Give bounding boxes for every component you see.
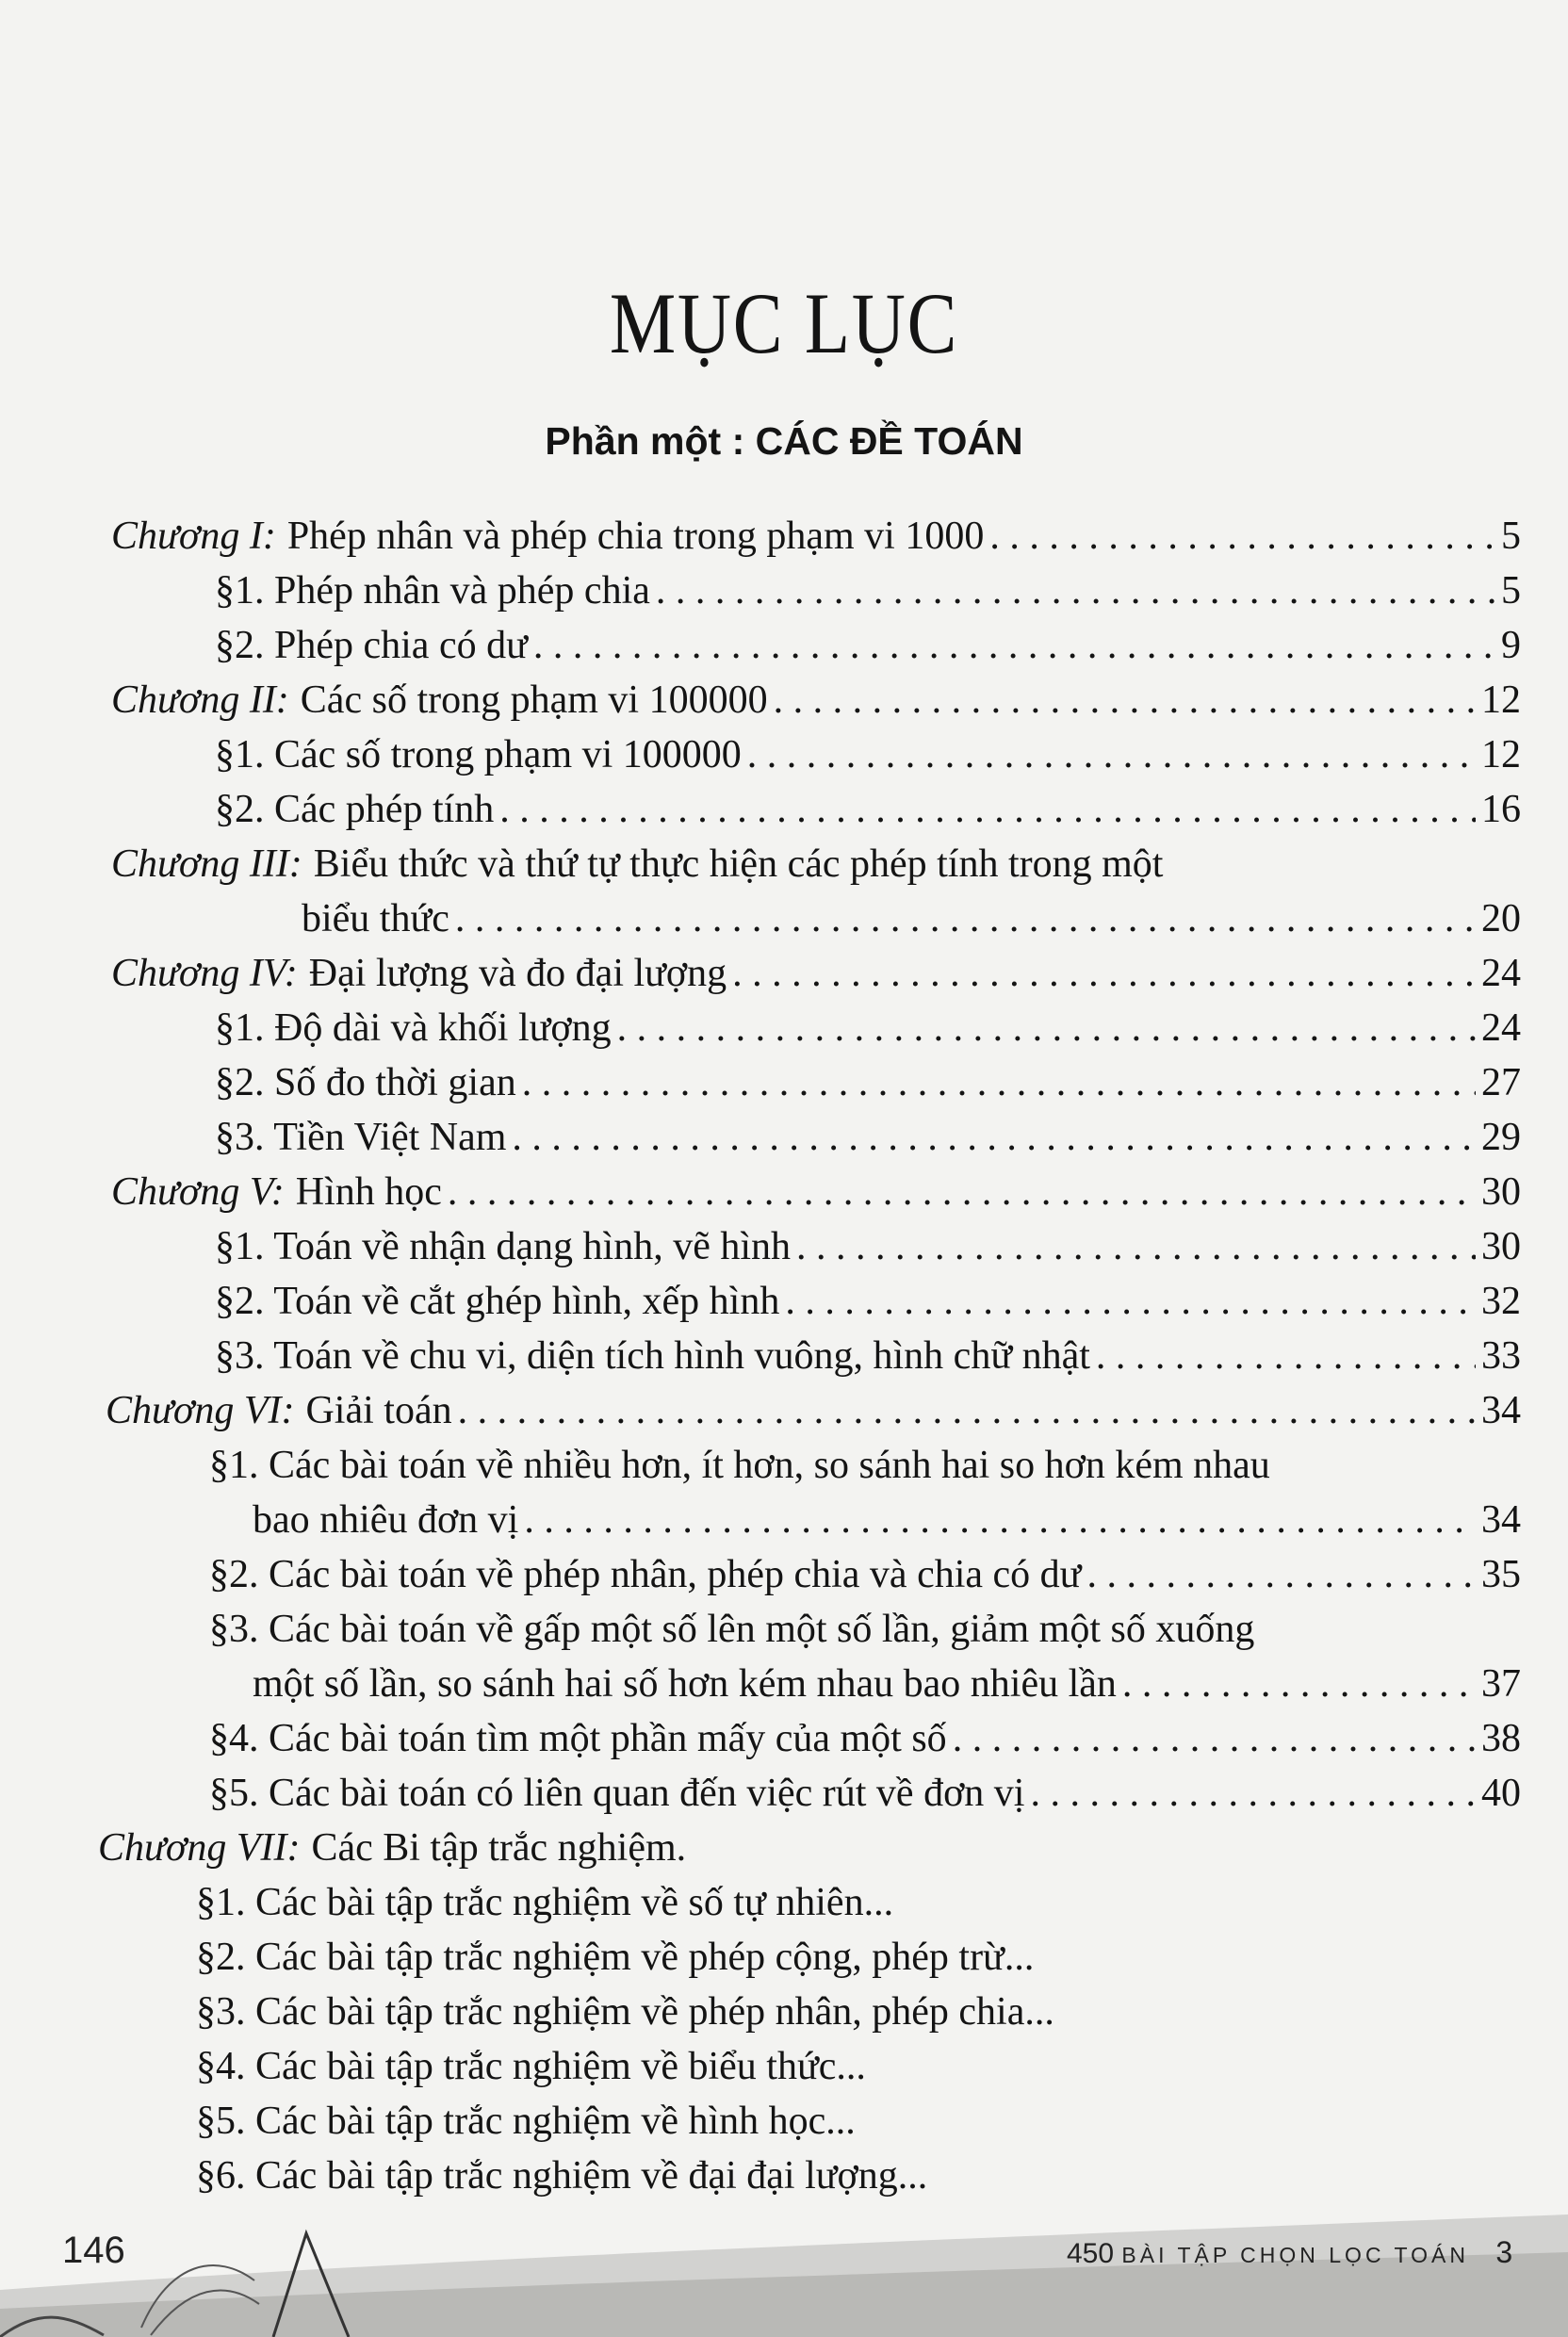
toc-leader-dots (448, 1172, 1476, 1212)
toc-leader-dots (499, 790, 1476, 829)
toc-page-number: 27 (1481, 1061, 1521, 1104)
book-brand (1067, 2235, 1512, 2270)
toc-entry-text: §3. Các bài tập trắc nghiệm về phép nhân, phép chia... (196, 1990, 1054, 2034)
toc-leader-dots (455, 899, 1476, 939)
toc-entry (302, 899, 1521, 939)
toc-entry (253, 1500, 1521, 1540)
toc-chapter-label: Chương II: (111, 678, 289, 722)
toc-entry (215, 1227, 1521, 1267)
toc-entry (106, 1391, 1521, 1430)
toc-chapter-label: Chương VI: (106, 1389, 295, 1432)
toc-entry (111, 954, 1521, 993)
toc-leader-dots (1086, 1555, 1476, 1594)
toc-entry (209, 1446, 1270, 1485)
toc-leader-dots (989, 516, 1495, 556)
toc-entry (196, 2047, 866, 2086)
toc-entry-text: bao nhiêu đơn vị (253, 1498, 519, 1542)
toc-entry-text: §3. Toán về chu vi, diện tích hình vuông, hình chữ nhật (215, 1334, 1090, 1378)
toc-page-number: 24 (1481, 1006, 1521, 1050)
toc-page-number: 35 (1481, 1553, 1521, 1596)
toc-chapter-label: Chương V: (111, 1170, 285, 1214)
toc-entry (209, 1773, 1521, 1813)
toc-leader-dots (796, 1227, 1476, 1267)
toc-leader-dots (458, 1391, 1476, 1430)
toc-page-number: 24 (1481, 952, 1521, 995)
part-heading: Phần một : CÁC ĐỀ TOÁN (545, 419, 1023, 463)
toc-entry (215, 735, 1521, 775)
toc-page-number: 37 (1481, 1662, 1521, 1706)
toc-chapter-label: Chương I: (111, 515, 276, 558)
toc-entry-text: Đại lượng và đo đại lượng (308, 952, 727, 995)
toc-entry (196, 2101, 856, 2141)
toc-entry-text: §2. Các bài toán về phép nhân, phép chia và chia có dư (209, 1553, 1082, 1596)
toc-leader-dots (524, 1500, 1476, 1540)
toc-leader-dots (1030, 1773, 1476, 1813)
toc-leader-dots (774, 680, 1476, 720)
toc-entry-text: §2. Số đo thời gian (215, 1061, 516, 1104)
toc-entry (215, 1063, 1521, 1103)
toc-page-number: 5 (1501, 569, 1521, 613)
toc-page-number: 38 (1481, 1717, 1521, 1760)
toc-entry-text: §4. Các bài toán tìm một phần mấy của một số (209, 1717, 947, 1760)
toc-page-number: 12 (1481, 678, 1521, 722)
toc-page-number: 5 (1501, 515, 1521, 558)
toc-entry (209, 1555, 1521, 1594)
toc-entry-text: §1. Toán về nhận dạng hình, vẽ hình (215, 1225, 792, 1268)
toc-page-number: 30 (1481, 1225, 1521, 1268)
left-page-number: 146 (62, 2230, 125, 2271)
toc-entry (196, 1992, 1054, 2032)
page-title: MỤC LỤC (609, 275, 959, 371)
toc-entry (253, 1664, 1521, 1704)
toc-chapter-label: Chương III: (111, 842, 302, 886)
toc-leader-dots (732, 954, 1476, 993)
toc-entry (196, 1883, 893, 1922)
toc-entry (215, 571, 1521, 611)
toc-page-number: 30 (1481, 1170, 1521, 1214)
toc-entry-text: Phép nhân và phép chia trong phạm vi 1000 (286, 515, 985, 558)
toc-entry (111, 844, 1163, 884)
toc-chapter-label: Chương IV: (111, 952, 298, 995)
toc-entry-text: §5. Các bài tập trắc nghiệm về hình học... (196, 2100, 856, 2143)
toc-page-number: 29 (1481, 1116, 1521, 1159)
toc-leader-dots (747, 735, 1476, 775)
toc-entry (215, 1118, 1521, 1157)
toc-leader-dots (785, 1282, 1476, 1321)
toc-entry-text: Hình học (295, 1170, 442, 1214)
toc-entry-text: §6. Các bài tập trắc nghiệm về đại đại lượng... (196, 2154, 928, 2198)
toc-leader-dots (1096, 1336, 1476, 1376)
toc-leader-dots (656, 571, 1495, 611)
toc-entry-text: §2. Toán về cắt ghép hình, xếp hình (215, 1280, 780, 1323)
toc-page-number: 9 (1501, 624, 1521, 667)
toc-entry (215, 1336, 1521, 1376)
toc-leader-dots (522, 1063, 1476, 1103)
toc-leader-dots (1122, 1664, 1476, 1704)
toc-entry-text: §1. Các số trong phạm vi 100000 (215, 733, 742, 776)
toc-chapter-label: Chương VII: (98, 1826, 301, 1870)
toc-entry-text: Giải toán (305, 1389, 452, 1432)
toc-entry (196, 2156, 927, 2196)
toc-entry (215, 790, 1521, 829)
toc-leader-dots (953, 1719, 1476, 1758)
toc-entry-text: §3. Tiền Việt Nam (215, 1116, 507, 1159)
toc-entry-text: Các số trong phạm vi 100000 (300, 678, 768, 722)
toc-page-number: 20 (1481, 897, 1521, 940)
toc-entry (98, 1828, 686, 1868)
toc-entry (215, 1282, 1521, 1321)
brand-text: BÀI TẬP CHỌN LỌC TOÁN (1121, 2243, 1470, 2267)
toc-entry-text: Biểu thức và thứ tự thực hiện các phép tính trong một (313, 842, 1164, 886)
toc-entry-text: biểu thức (302, 897, 449, 940)
toc-leader-dots (512, 1118, 1476, 1157)
toc-entry (111, 1172, 1521, 1212)
toc-page-number: 12 (1481, 733, 1521, 776)
toc-entry-text: §1. Các bài toán về nhiều hơn, ít hơn, so sánh hai so hơn kém nhau (209, 1444, 1270, 1487)
toc-entry (215, 626, 1521, 665)
right-page-number: 3 (1495, 2235, 1513, 2269)
toc-entry-text: §2. Các phép tính (215, 788, 495, 831)
toc-entry-text: Các Bi tập trắc nghiệm. (311, 1826, 687, 1870)
toc-entry-text: §3. Các bài toán về gấp một số lên một số lần, giảm một số xuống (209, 1608, 1255, 1651)
brand-number: 450 (1067, 2238, 1115, 2269)
toc-page-number: 34 (1481, 1389, 1521, 1432)
toc-page-number: 40 (1481, 1772, 1521, 1815)
toc-page-number: 34 (1481, 1498, 1521, 1542)
toc-entry-text: §4. Các bài tập trắc nghiệm về biểu thức... (196, 2045, 866, 2088)
toc-entry (111, 680, 1521, 720)
toc-entry-text: §5. Các bài toán có liên quan đến việc rút về đơn vị (209, 1772, 1025, 1815)
toc-page-number: 32 (1481, 1280, 1521, 1323)
toc-entry-text: §2. Phép chia có dư (215, 624, 528, 667)
toc-entry (209, 1610, 1254, 1649)
toc-entry (111, 516, 1521, 556)
toc-page-number: 33 (1481, 1334, 1521, 1378)
toc-entry-text: một số lần, so sánh hai số hơn kém nhau bao nhiêu lần (253, 1662, 1117, 1706)
toc-entry (209, 1719, 1521, 1758)
toc-entry (215, 1008, 1521, 1048)
toc-entry-text: §1. Độ dài và khối lượng (215, 1006, 612, 1050)
toc-leader-dots (533, 626, 1495, 665)
toc-leader-dots (617, 1008, 1476, 1048)
toc-entry-text: §2. Các bài tập trắc nghiệm về phép cộng, phép trừ... (196, 1936, 1035, 1979)
toc-entry-text: §1. Phép nhân và phép chia (215, 569, 650, 613)
toc-page-number: 16 (1481, 788, 1521, 831)
toc-entry (196, 1937, 1034, 1977)
toc-entry-text: §1. Các bài tập trắc nghiệm về số tự nhiên... (196, 1881, 894, 1924)
